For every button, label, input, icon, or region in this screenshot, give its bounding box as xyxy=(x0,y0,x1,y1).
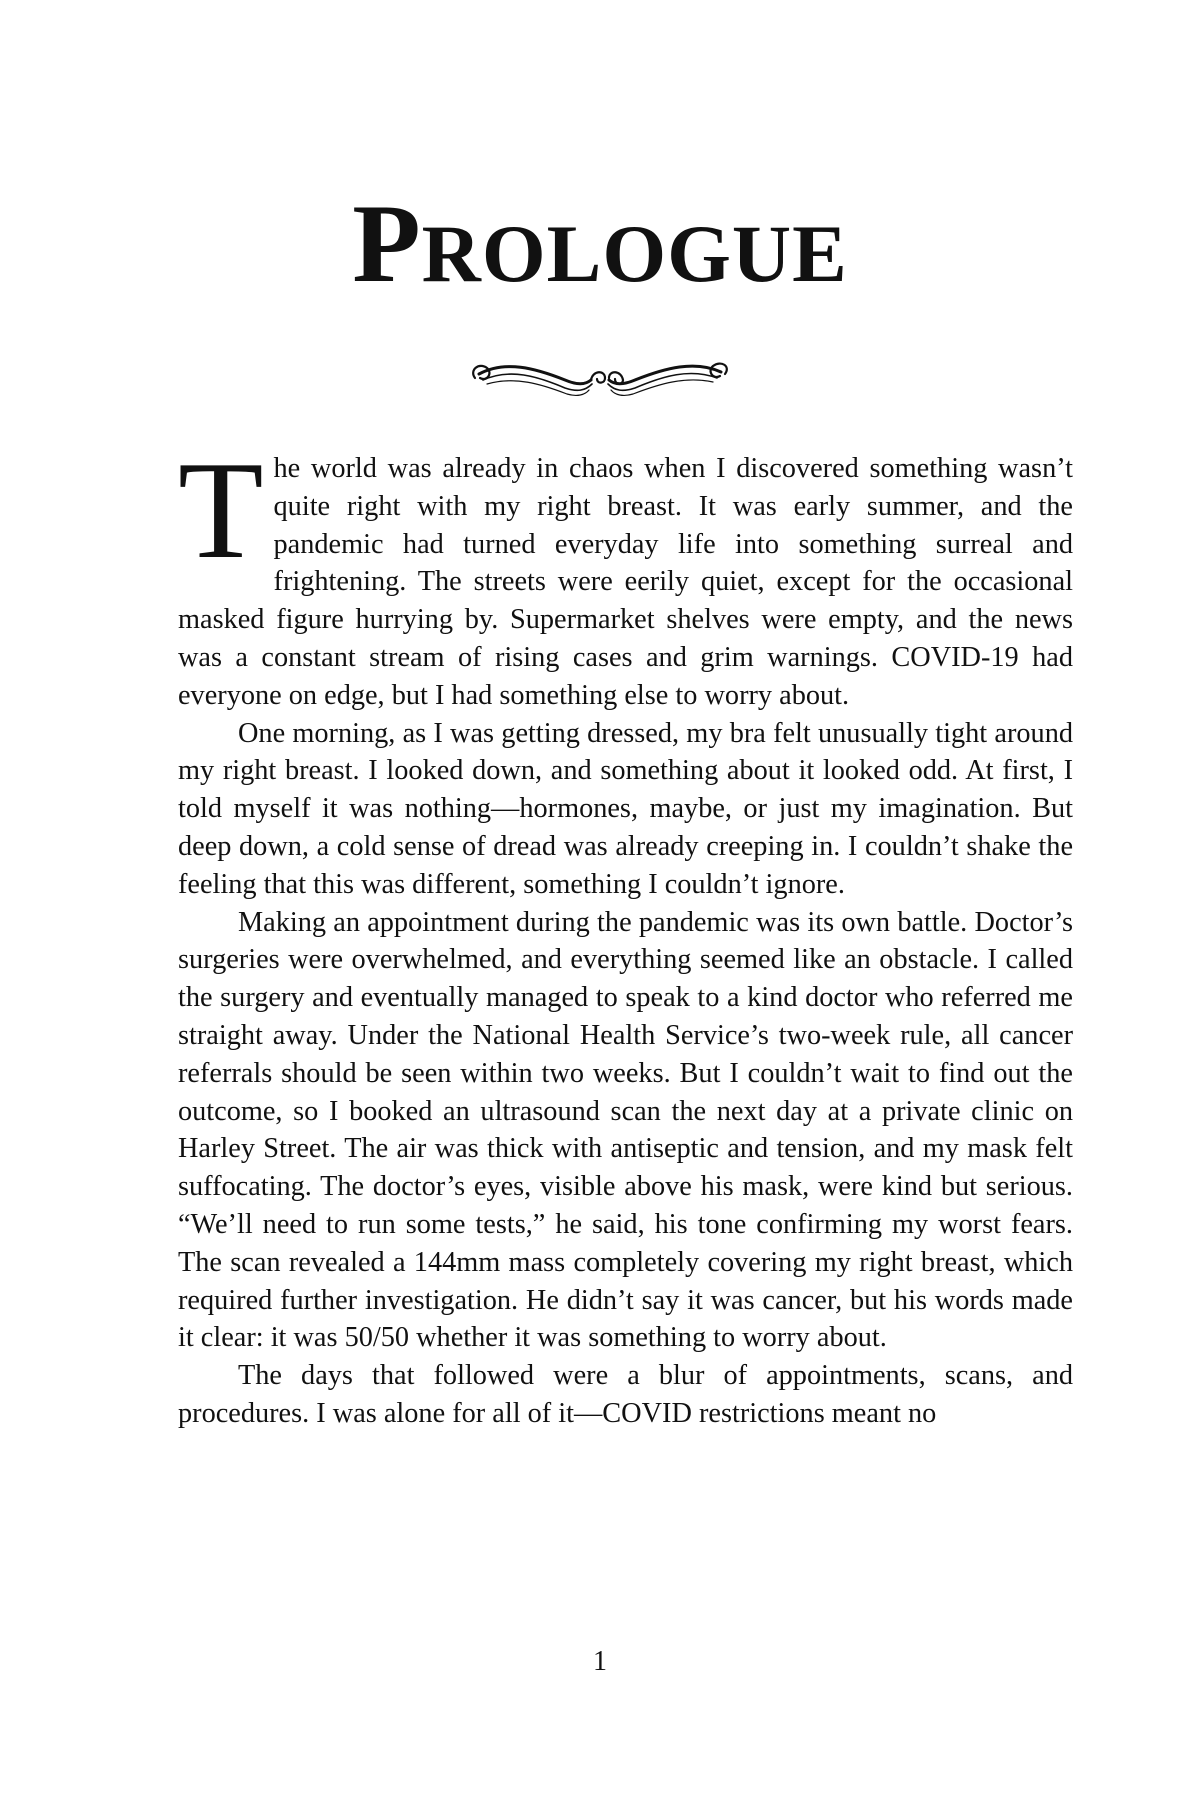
chapter-title-rest: ROLOGUE xyxy=(421,208,848,299)
chapter-title xyxy=(0,182,1200,306)
body-text xyxy=(178,433,1073,1433)
paragraph-1 xyxy=(178,433,1073,715)
paragraph-4: The days that followed were a blur of appointments, scans, and procedures. I was alone for all of it—COVID restrictions meant no xyxy=(178,1360,1073,1429)
page-number: 1 xyxy=(593,1646,607,1677)
paragraph-1-text: he world was already in chaos when I discovered something wasn’t quite right with my right breast. It was early summer, and the pandemic had turned everyday life into something surreal and frightening. The streets were eerily quiet, except for the occasional masked figure hurrying by. Supermarket shelves were empty, and the news was a constant stream of rising cases and grim warnings. COVID-19 had everyone on edge, but I had something else to worry about. xyxy=(178,453,1073,711)
flourish-divider-icon xyxy=(465,350,735,402)
paragraph-2: One morning, as I was getting dressed, my bra felt unusually tight around my right breast. I looked down, and something about it looked odd. At first, I told myself it was nothing—hormones, maybe, or just my imagination. But deep down, a cold sense of dread was already creeping in. I couldn’t shake the feeling that this was different, something I couldn’t ignore. xyxy=(178,717,1073,900)
paragraph-3: Making an appointment during the pandemic was its own battle. Doctor’s surgeries were overwhelmed, and everything seemed like an obstacle. I called the surgery and eventually managed to speak to a kind doctor who referred me straight away. Under the National Health Service’s two-week rule, all cancer referrals should be seen within two weeks. But I couldn’t wait to find out the outcome, so I booked an ultrasound scan the next day at a private clinic on Harley Street. The air was thick with antiseptic and tension, and my mask felt suffocating. The doctor’s eyes, visible above his mask, were kind but serious. “We’ll need to run some tests,” he said, his tone confirming my worst fears. The scan revealed a 144mm mass completely covering my right breast, which required further investigation. He didn’t say it was cancer, but his words made it clear: it was 50/50 whether it was something to worry about. xyxy=(178,906,1073,1354)
chapter-title-initial: P xyxy=(352,182,422,306)
drop-cap: T xyxy=(178,433,264,588)
